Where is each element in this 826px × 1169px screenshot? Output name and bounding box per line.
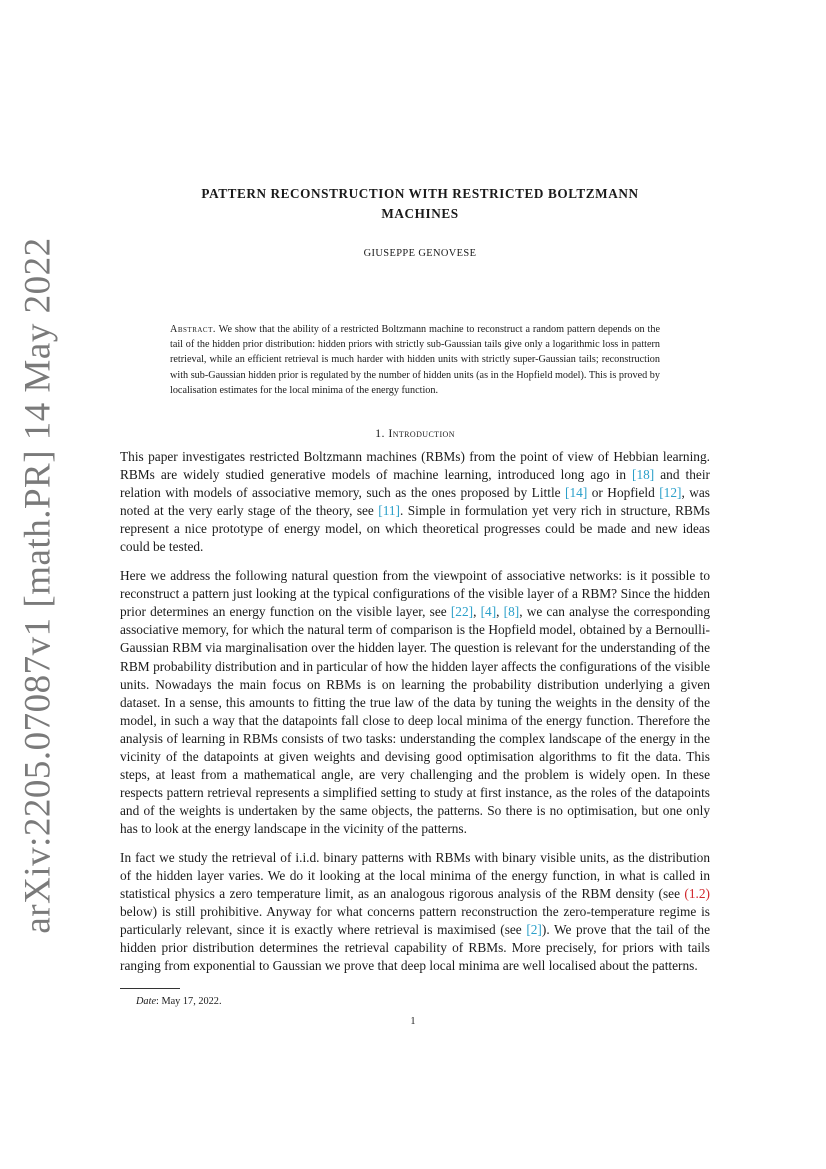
text-run: or Hopfield	[587, 485, 660, 501]
text-run: , we can analyse the corresponding associative memory, for which the natural term of comparison is the Hopfield model, obtained by a Bernoulli-Gaussian RBM via marginalisation over the hidden layer. The question is relevant for the understanding of the RBM probability distribution and in particular of how the hidden layer affects the configurations of the visible units. Nowadays the main focus on RBMs is on learning the probability distribution underlying a given dataset. In a sense, this amounts to fitting the true law of the data by tuning the weights in the density of the model, in such a way that the datapoints fall close to deep local minima of the energy function. Therefore the analysis of learning in RBMs consists of two tasks: understanding the complex landscape of the energy in the vicinity of the datapoints at given weights and devising good optimisation algorithms to fit the data. This steps, at least from a mathematical angle, are very challenging and the problem is widely open. In these respects pattern retrieval represents a simplified setting to study at first instance, as the roles of the datapoints and of the weights is undertaken by the same objects, the patterns. So there is no optimisation, but one only has to look at the energy landscape in the vicinity of the patterns.	[120, 604, 711, 836]
section-heading	[120, 426, 710, 441]
title-line-1: PATTERN RECONSTRUCTION WITH RESTRICTED BOLTZMANN	[201, 186, 639, 201]
author-name: GIUSEPPE GENOVESE	[363, 248, 477, 259]
paragraph-3	[120, 849, 710, 975]
abstract-text: We show that the ability of a restricted Boltzmann machine to reconstruct a random pattern depends on the tail of the hidden prior distribution: hidden priors with strictly sub-Gaussian tails give only a logarithmic loss in pattern retrieval, while an efficient retrieval is much harder with hidden units with strictly super-Gaussian tails; reconstruction with sub-Gaussian hidden prior is regulated by the number of hidden units (as in the Hopfield model). This is proved by localisation estimates for the local minima of the energy function.	[170, 324, 660, 396]
text-run: ,	[473, 604, 481, 620]
arxiv-stamp	[8, 236, 68, 934]
citation-link[interactable]: [8]	[503, 604, 520, 620]
footnote-label: Date	[136, 996, 157, 1007]
title-line-2: MACHINES	[381, 206, 459, 221]
page-number: 1	[410, 1016, 416, 1027]
section-title: Introduction	[388, 426, 455, 440]
body-text	[120, 448, 710, 986]
text-run: In fact we study the retrieval of i.i.d. binary patterns with RBMs with binary visible units, as the distribution of the hidden layer varies. We do it looking at the local minima of the energy function, in what is called in statistical physics a zero temperature limit, as an analogous rigorous analysis of the RBM density (see	[120, 849, 710, 902]
arxiv-stamp-text: arXiv:2205.07087v1 [math.PR] 14 May 2022	[17, 236, 59, 934]
text-run: . Simple in formulation yet very rich in structure, RBMs represent a nice prototype of energy model, on which theoretical progresses could be made and new ideas could be tested.	[120, 503, 711, 555]
citation-link[interactable]: [4]	[480, 604, 497, 620]
footnote-rule	[120, 988, 180, 989]
text-run: ,	[496, 604, 504, 620]
paragraph-2	[120, 567, 710, 838]
abstract-label: Abstract.	[170, 324, 216, 335]
paper-title	[130, 184, 710, 224]
text-run: , was noted at the very early stage of the theory, see	[120, 485, 710, 519]
text-run: This paper investigates restricted Boltzmann machines (RBMs) from the point of view of Hebbian learning. RBMs are widely studied generative models of machine learning, introduced long ago in	[120, 449, 710, 483]
text-run: Here we address the following natural question from the viewpoint of associative networks: is it possible to reconstruct a pattern just looking at the typical configurations of the visible layer of a RBM? Since the hidden prior determines an energy function on the visible layer, see	[120, 568, 710, 620]
citation-link[interactable]: [18]	[632, 467, 655, 483]
citation-link[interactable]: [12]	[659, 485, 682, 501]
footnote-text: : May 17, 2022.	[156, 996, 222, 1007]
text-run: and their relation with models of associative memory, such as the ones proposed by Little	[120, 467, 710, 501]
citation-link[interactable]: [22]	[450, 604, 474, 620]
citation-link[interactable]: [14]	[565, 485, 588, 501]
abstract	[170, 322, 660, 398]
equation-ref-link[interactable]: (1.2)	[684, 886, 710, 902]
text-run: below) is still prohibitive. Anyway for what concerns pattern reconstruction the zero-temperature regime is particularly relevant, since it is exactly where retrieval is maximised (see	[120, 904, 710, 938]
citation-link[interactable]: [2]	[526, 922, 542, 938]
footnote	[136, 996, 222, 1007]
section-number: 1.	[375, 426, 385, 440]
citation-link[interactable]: [11]	[378, 503, 400, 519]
text-run: ). We prove that the tail of the hidden prior distribution determines the retrieval capability of RBMs. More precisely, for priors with tails ranging from exponential to Gaussian we prove that deep local minima are well localised about the patterns.	[120, 922, 710, 974]
paragraph-1	[120, 448, 710, 556]
